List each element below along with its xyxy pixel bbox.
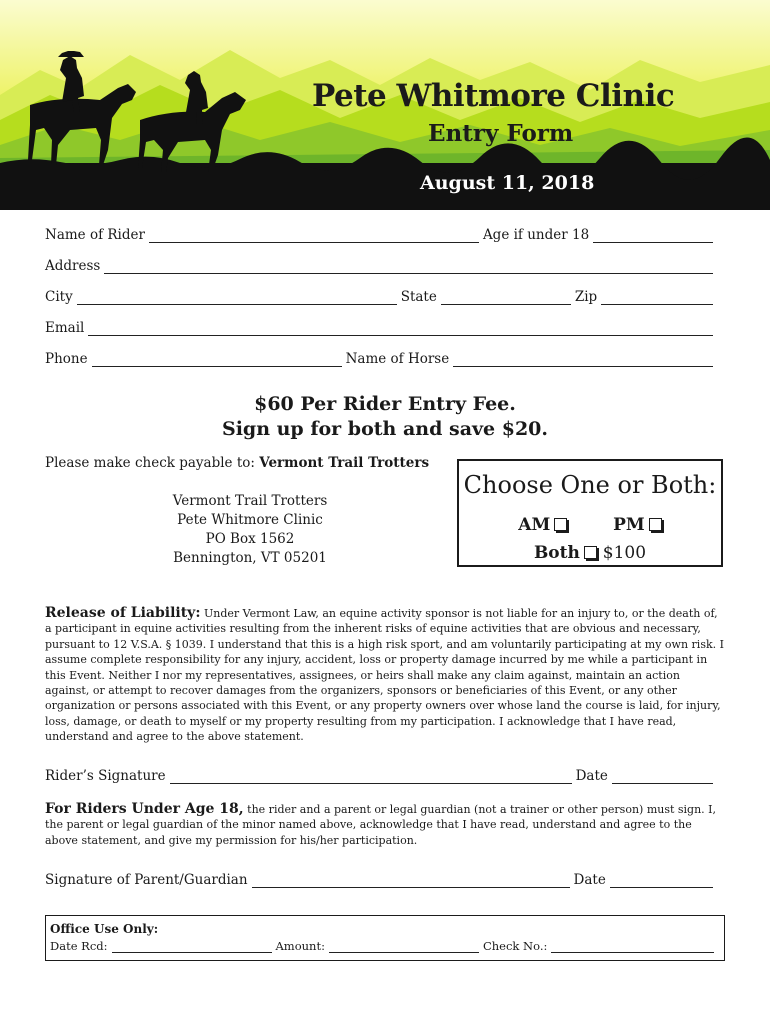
office-use-row	[50, 939, 718, 953]
field-row-email	[45, 316, 717, 336]
phone-field[interactable]	[92, 352, 342, 367]
guardian-date-label: Date	[573, 872, 606, 888]
page-title: Pete Whitmore Clinic	[312, 78, 675, 114]
check-no-label: Check No.:	[482, 939, 548, 953]
guardian-date-field[interactable]	[610, 873, 713, 888]
city-field[interactable]	[77, 290, 397, 305]
both-checkbox[interactable]	[584, 546, 597, 559]
amount-label: Amount:	[275, 939, 325, 953]
date-received-label: Date Rcd:	[50, 939, 108, 953]
zip-field[interactable]	[601, 290, 713, 305]
rider-signature-label: Rider’s Signature	[45, 768, 166, 784]
office-use-title: Office Use Only:	[50, 922, 159, 936]
rider-name-label: Name of Rider	[45, 227, 145, 243]
phone-label: Phone	[45, 351, 88, 367]
horse-name-field[interactable]	[453, 352, 713, 367]
minor-text: the rider and a parent or legal guardian (not a trainer or other person) must sign. I, the parent or legal guardian of the minor named above, acknowledge that I have read, understand and agree to the above statement, and give my permission for his/her participation.	[45, 803, 717, 847]
city-label: City	[45, 289, 73, 305]
address-label: Address	[45, 258, 101, 274]
payment-prefix: Please make check payable to:	[45, 455, 260, 471]
session-choice-box	[457, 459, 723, 567]
release-of-liability	[45, 606, 725, 745]
office-use-box	[45, 915, 725, 961]
state-label: State	[400, 289, 437, 305]
both-row	[459, 543, 721, 563]
date-received-field[interactable]	[112, 941, 272, 953]
rider-date-label: Date	[575, 768, 608, 784]
age-label: Age if under 18	[482, 227, 590, 243]
field-row-phone	[45, 347, 717, 367]
rider-name-field[interactable]	[149, 228, 479, 243]
zip-label: Zip	[574, 289, 598, 305]
pm-label: PM	[613, 515, 645, 535]
field-row-rider	[45, 223, 717, 243]
minor-consent	[45, 802, 725, 848]
am-checkbox[interactable]	[554, 518, 567, 531]
address-line: Pete Whitmore Clinic	[177, 512, 323, 528]
rider-signature-row	[45, 764, 717, 784]
state-field[interactable]	[441, 290, 571, 305]
rider-signature-field[interactable]	[170, 769, 572, 784]
email-field[interactable]	[88, 321, 713, 336]
check-no-field[interactable]	[551, 941, 714, 953]
address-line: PO Box 1562	[205, 531, 295, 547]
guardian-signature-row	[45, 868, 717, 888]
minor-heading: For Riders Under Age 18,	[45, 801, 244, 817]
age-field[interactable]	[593, 228, 713, 243]
mailing-address	[150, 492, 350, 568]
payment-instructions	[45, 455, 429, 471]
fee-line-1: $60 Per Rider Entry Fee.	[254, 393, 516, 415]
page-subtitle: Entry Form	[428, 120, 574, 147]
email-label: Email	[45, 320, 85, 336]
address-line: Vermont Trail Trotters	[172, 493, 328, 509]
fee-line-2: Sign up for both and save $20.	[221, 418, 549, 440]
field-row-city	[45, 285, 717, 305]
pm-checkbox[interactable]	[649, 518, 662, 531]
address-line: Bennington, VT 05201	[173, 550, 327, 566]
event-date: August 11, 2018	[420, 172, 595, 194]
guardian-signature-label: Signature of Parent/Guardian	[45, 872, 248, 888]
address-field[interactable]	[104, 259, 713, 274]
horse-name-label: Name of Horse	[345, 351, 450, 367]
payment-payee: Vermont Trail Trotters	[259, 455, 430, 471]
guardian-signature-field[interactable]	[252, 873, 570, 888]
both-label: Both	[533, 543, 580, 563]
header-banner	[0, 0, 770, 210]
both-price: $100	[602, 543, 647, 563]
release-text: Under Vermont Law, an equine activity sponsor is not liable for an injury to, or the death of, a participant in equine activities resulting from the inherent risks of equine activities that are obvious and necessary, pursuant to 12 V.S.A. § 1039. I understand that this is a high risk sport, and am voluntarily participating at my own risk. I assume complete responsibility for any injury, accident, loss or property damage incurred by me while a participant in this Event. Neither I nor my representatives, assignees, or heirs shall make any claim against, maintain an action against, or attempt to recover damages from the organizers, sponsors or beneficiaries of this Event, or any other organization or persons associated with this Event, or any property owners over whose land the course is laid, for injury, loss, damage, or death to myself or my property resulting from my participation. I acknowledge that I have read, understand and agree to the above statement.	[45, 607, 724, 744]
choose-title: Choose One or Both:	[463, 471, 717, 499]
field-row-address	[45, 254, 717, 274]
am-label: AM	[518, 515, 551, 535]
amount-field[interactable]	[329, 941, 479, 953]
am-pm-row	[459, 515, 721, 535]
rider-date-field[interactable]	[612, 769, 713, 784]
release-heading: Release of Liability:	[45, 605, 201, 621]
